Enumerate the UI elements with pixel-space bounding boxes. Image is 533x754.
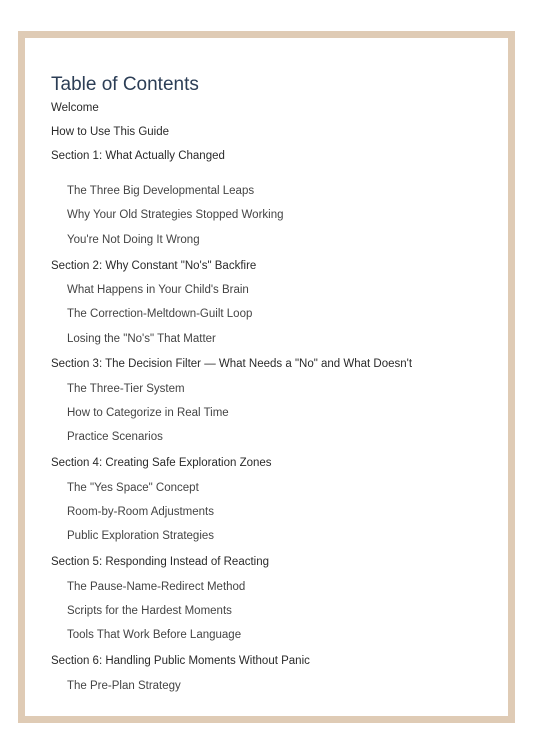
toc-entry-yes-space[interactable]: The "Yes Space" Concept [67,482,199,494]
toc-entry-section-6[interactable]: Section 6: Handling Public Moments Without Panic [51,655,310,667]
toc-entry-how-to-use[interactable]: How to Use This Guide [51,126,170,138]
toc-entry-room-by-room[interactable]: Room-by-Room Adjustments [67,506,214,518]
toc-entry-categorize[interactable]: How to Categorize in Real Time [67,407,229,419]
toc-title: Table of Contents [51,74,199,95]
toc-entry-section-5[interactable]: Section 5: Responding Instead of Reacting [51,556,270,568]
toc-entry-practice[interactable]: Practice Scenarios [67,431,163,443]
toc-entry-three-tier[interactable]: The Three-Tier System [67,383,185,395]
toc-entry-section-2[interactable]: Section 2: Why Constant "No's" Backfire [51,260,257,272]
toc-entry-tools-before-language[interactable]: Tools That Work Before Language [67,629,242,641]
toc-entry-developmental-leaps[interactable]: The Three Big Developmental Leaps [67,185,255,197]
toc-entry-welcome[interactable]: Welcome [51,102,99,114]
toc-entry-childs-brain[interactable]: What Happens in Your Child's Brain [67,284,249,296]
toc-entry-not-doing-wrong[interactable]: You're Not Doing It Wrong [67,234,200,246]
toc-entry-losing-nos[interactable]: Losing the "No's" That Matter [67,333,216,345]
toc-entry-section-1[interactable]: Section 1: What Actually Changed [51,150,225,162]
toc-entry-pause-name-redirect[interactable]: The Pause-Name-Redirect Method [67,581,246,593]
toc-entry-scripts[interactable]: Scripts for the Hardest Moments [67,605,232,617]
toc-entry-public-exploration[interactable]: Public Exploration Strategies [67,530,215,542]
toc-entry-meltdown-loop[interactable]: The Correction-Meltdown-Guilt Loop [67,308,253,320]
toc-entry-pre-plan[interactable]: The Pre-Plan Strategy [67,680,181,692]
toc-entry-section-4[interactable]: Section 4: Creating Safe Exploration Zones [51,457,272,469]
toc-entry-section-3[interactable]: Section 3: The Decision Filter — What Needs a "No" and What Doesn't [51,358,413,370]
toc-entry-old-strategies[interactable]: Why Your Old Strategies Stopped Working [67,209,284,221]
